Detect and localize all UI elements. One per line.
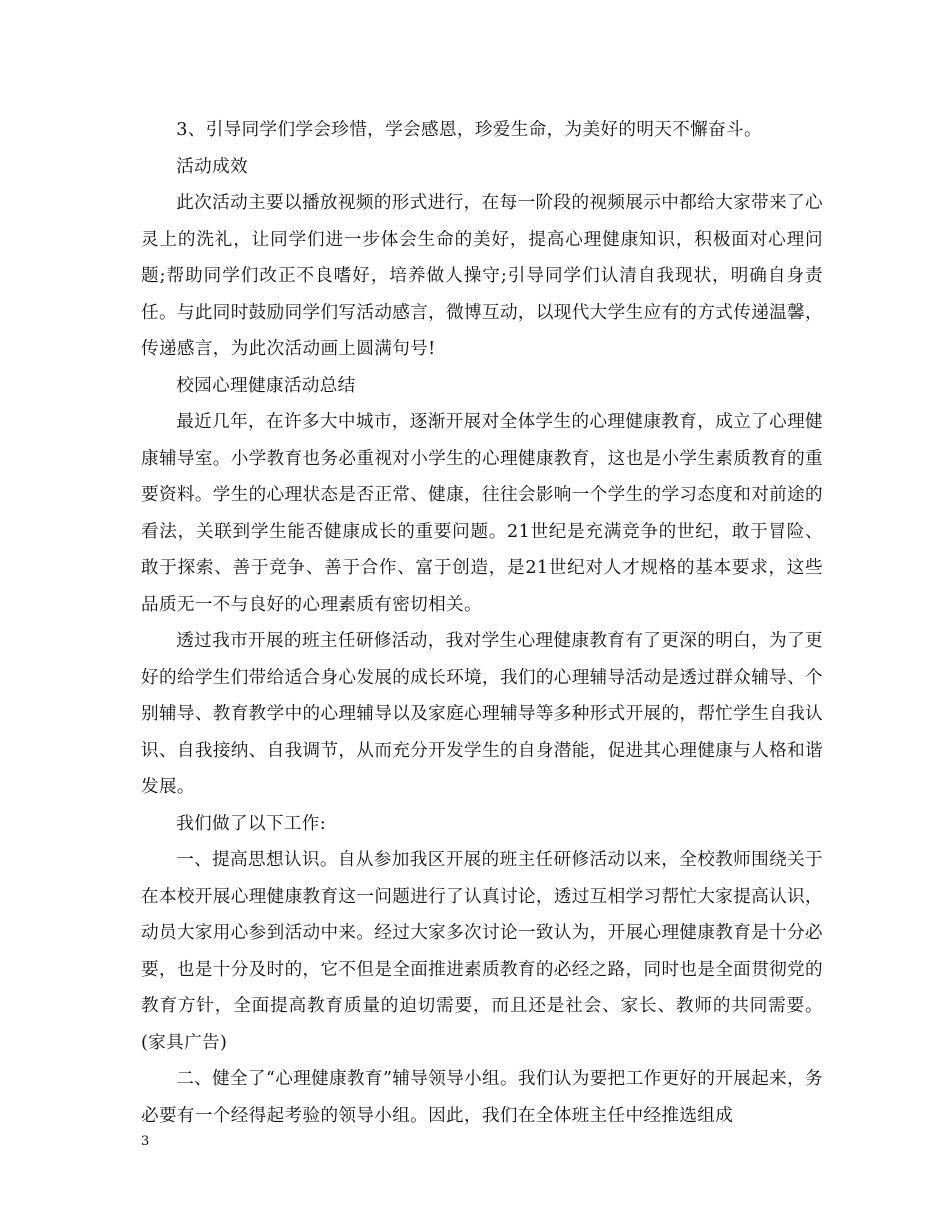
section-heading-results: 活动成效 [176,156,248,177]
paragraph-background: 最近几年，在许多大中城市，逐渐开展对全体学生的心理健康教育，成立了心理健康辅导室。小学教育也务必重视对小学生的心理健康教育，这也是小学生素质教育的重要资料。学生的心理状态是否正常、健康，往往会影响一个学生的学习态度和对前途的看法，关联到学生能否健康成长的重要问题。21世纪是充满竞争的世纪，敢于冒险、敢于探索、善于竞争、善于合作、富于创造，是21世纪对人才规格的基本要求，这些品质无一不与良好的心理素质有密切相关。 [141,412,823,615]
paragraph-work-item-1: 一、提高思想认识。自从参加我区开展的班主任研修活动以来，全校教师围绕关于在本校开展心理健康教育这一问题进行了认真讨论，透过互相学习帮忙大家提高认识，动员大家用心参到活动中来。经过大家多次讨论一致认为，开展心理健康教育是十分必要，也是十分及时的，它不但是全面推进素质教育的必经之路，同时也是全面贯彻党的教育方针，全面提高教育质量的迫切需要，而且还是社会、家长、教师的共同需要。(家具广告) [141,850,823,1053]
paragraph-results: 此次活动主要以播放视频的形式进行，在每一阶段的视频展示中都给大家带来了心灵上的洗礼，让同学们进一步体会生命的美好，提高心理健康知识，积极面对心理问题;帮助同学们改正不良嗜好，培养做人操守;引导同学们认清自我现状，明确自身责任。与此同时鼓励同学们写活动感言，微博互动，以现代大学生应有的方式传递温馨，传递感言，为此次活动画上圆满句号! [141,193,823,359]
section-heading-summary: 校园心理健康活动总结 [176,375,356,396]
page-body [141,112,823,1134]
paragraph-work-intro: 我们做了以下工作: [176,813,327,834]
page-number: 3 [141,1134,150,1149]
list-item-goal-3: 3、引导同学们学会珍惜，学会感恩，珍爱生命，为美好的明天不懈奋斗。 [176,120,762,140]
paragraph-work-item-2: 二、健全了“心理健康教育”辅导领导小组。我们认为要把工作更好的开展起来，务必要有一个经得起考验的领导小组。因此，我们在全体班主任中经推选组成 [141,1069,823,1126]
paragraph-approach: 透过我市开展的班主任研修活动，我对学生心理健康教育有了更深的明白，为了更好的给学生们带给适合身心发展的成长环境，我们的心理辅导活动是透过群众辅导、个别辅导、教育教学中的心理辅导以及家庭心理辅导等多种形式开展的，帮忙学生自我认识、自我接纳、自我调节，从而充分开发学生的自身潜能，促进其心理健康与人格和谐发展。 [141,631,823,797]
